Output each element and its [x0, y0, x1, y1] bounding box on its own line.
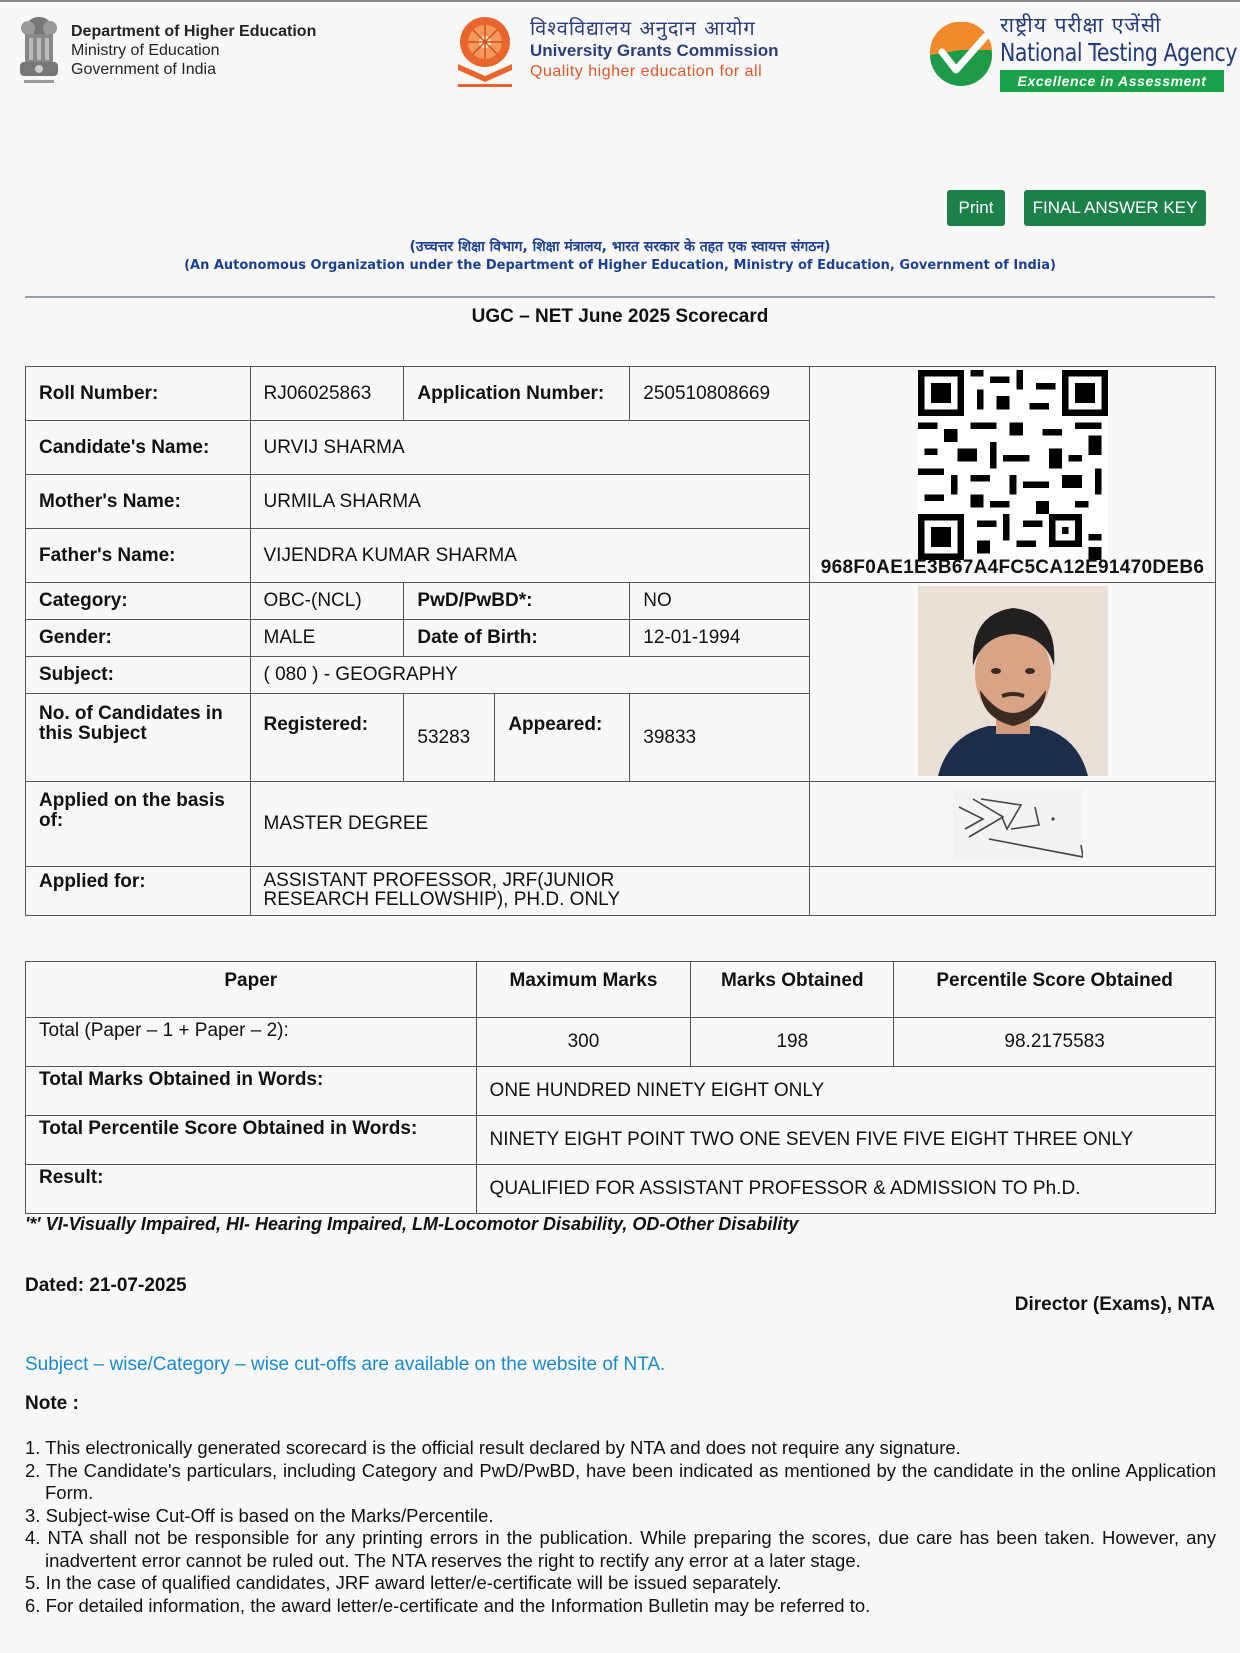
candidate-details-table [25, 366, 1216, 916]
notes-list [25, 1437, 1216, 1617]
final-answer-key-button[interactable]: FINAL ANSWER KEY [1024, 190, 1206, 226]
cutoff-link[interactable]: Subject – wise/Category – wise cut-offs are available on the website of NTA. [25, 1354, 666, 1375]
qr-cell [810, 367, 1216, 583]
dhe-line3: Government of India [71, 61, 216, 78]
mother-name-label: Mother's Name: [26, 475, 251, 529]
candidate-photo [918, 586, 1108, 776]
signature-cell [810, 782, 1216, 867]
table-row [26, 782, 1216, 867]
percentile-value: 98.2175583 [894, 1018, 1216, 1067]
table-row [26, 1116, 1216, 1165]
nta-english-name: National Testing Agency [1000, 38, 1238, 67]
applied-basis-value: MASTER DEGREE [250, 782, 810, 867]
candidate-signature [943, 787, 1083, 862]
candidates-count-label: No. of Candidates in this Subject [26, 694, 251, 782]
org-description-english: (An Autonomous Organization under the Department of Higher Education, Ministry of Education, Government of India) [184, 258, 1056, 273]
national-emblem-icon [16, 14, 62, 90]
pwd-value: NO [630, 583, 810, 620]
result-value: QUALIFIED FOR ASSISTANT PROFESSOR & ADMISSION TO Ph.D. [476, 1165, 1215, 1214]
note-item: 6. For detailed information, the award letter/e-certificate and the Information Bulletin may be referred to. [25, 1594, 871, 1616]
dated-text: Dated: 21-07-2025 [25, 1275, 187, 1296]
qr-code-text: 968F0AE1E3B67A4FC5CA12E91470DEB6 [820, 557, 1205, 578]
dob-value: 12-01-1994 [630, 620, 810, 657]
appeared-value: 39833 [630, 694, 810, 782]
roll-number-value: RJ06025863 [250, 367, 404, 421]
dhe-line1: Department of Higher Education [71, 23, 317, 40]
max-marks-value: 300 [476, 1018, 691, 1067]
nta-logo-icon [928, 22, 994, 88]
divider [25, 296, 1215, 298]
ugc-english-name: University Grants Commission [530, 41, 779, 60]
photo-cell [810, 583, 1216, 782]
pwd-label: PwD/PwBD*: [404, 583, 630, 620]
col-header-paper: Paper [26, 962, 477, 1018]
nta-hindi-name: राष्ट्रीय परीक्षा एजेंसी [1000, 13, 1162, 37]
roll-number-label: Roll Number: [26, 367, 251, 421]
ugc-logo-icon [452, 14, 518, 88]
dhe-title-block [71, 22, 316, 79]
table-row [26, 1018, 1216, 1067]
note-item: 5. In the case of qualified candidates, JRF award letter/e-certificate will be issued separately. [25, 1572, 782, 1593]
subject-label: Subject: [26, 657, 251, 694]
father-name-value: VIJENDRA KUMAR SHARMA [250, 529, 810, 583]
appeared-label: Appeared: [495, 694, 630, 782]
gender-value: MALE [250, 620, 404, 657]
note-item: 1. This electronically generated scorecard is the official result declared by NTA and does not require any signature. [25, 1437, 961, 1458]
table-row [26, 583, 1216, 620]
mother-name-value: URMILA SHARMA [250, 475, 810, 529]
nta-tagline: Excellence in Assessment [1000, 70, 1224, 92]
registered-value: 53283 [404, 694, 495, 782]
ugc-title-block [530, 16, 778, 82]
marks-words-label: Total Marks Obtained in Words: [26, 1067, 477, 1116]
col-header-max-marks: Maximum Marks [476, 962, 691, 1018]
candidate-name-label: Candidate's Name: [26, 421, 251, 475]
result-label: Result: [26, 1165, 477, 1214]
gender-label: Gender: [26, 620, 251, 657]
applied-for-value: ASSISTANT PROFESSOR, JRF(JUNIOR RESEARCH FELLOWSHIP), PH.D. ONLY [250, 867, 810, 916]
category-value: OBC-(NCL) [250, 583, 404, 620]
registered-label: Registered: [250, 694, 404, 782]
application-number-label: Application Number: [404, 367, 630, 421]
total-label: Total (Paper – 1 + Paper – 2): [26, 1018, 477, 1067]
candidate-name-value: URVIJ SHARMA [250, 421, 810, 475]
director-signatory: Director (Exams), NTA [1014, 1294, 1215, 1315]
org-description-hindi: (उच्चत्तर शिक्षा विभाग, शिक्षा मंत्रालय, भारत सरकार के तहत एक स्वायत्त संगठन) [409, 239, 831, 255]
applied-for-label: Applied for: [26, 867, 251, 916]
application-number-value: 250510808669 [630, 367, 810, 421]
category-label: Category: [26, 583, 251, 620]
percentile-words-label: Total Percentile Score Obtained in Words: [26, 1116, 477, 1165]
top-border [0, 0, 1240, 2]
qr-code-icon [918, 370, 1108, 560]
percentile-words-value: NINETY EIGHT POINT TWO ONE SEVEN FIVE FIVE EIGHT THREE ONLY [476, 1116, 1215, 1165]
note-heading: Note : [25, 1393, 79, 1414]
note-item: 2. The Candidate's particulars, including Category and PwD/PwBD, have been indicated as mentioned by the candidate in the online Application Form. [25, 1459, 1216, 1503]
print-button[interactable]: Print [947, 190, 1005, 226]
dob-label: Date of Birth: [404, 620, 630, 657]
ugc-hindi-name: विश्वविद्यालय अनुदान आयोग [530, 16, 756, 40]
nta-title-block [1000, 12, 1240, 92]
marks-words-value: ONE HUNDRED NINETY EIGHT ONLY [476, 1067, 1215, 1116]
table-row [26, 1067, 1216, 1116]
subject-value: ( 080 ) - GEOGRAPHY [250, 657, 810, 694]
empty-cell [810, 867, 1216, 916]
father-name-label: Father's Name: [26, 529, 251, 583]
applied-basis-label: Applied on the basis of: [26, 782, 251, 867]
col-header-percentile: Percentile Score Obtained [894, 962, 1216, 1018]
page-title: UGC – NET June 2025 Scorecard [471, 306, 769, 327]
table-row [26, 867, 1216, 916]
marks-obtained-value: 198 [691, 1018, 894, 1067]
table-header-row [26, 962, 1216, 1018]
col-header-marks-obtained: Marks Obtained [691, 962, 894, 1018]
table-row [26, 1165, 1216, 1214]
page-header [0, 10, 1240, 100]
marks-table [25, 961, 1216, 1214]
note-item: 3. Subject-wise Cut-Off is based on the Marks/Percentile. [25, 1504, 494, 1526]
table-row [26, 367, 1216, 421]
disability-footnote: '*' VI-Visually Impaired, HI- Hearing Impaired, LM-Locomotor Disability, OD-Other Disability [25, 1214, 799, 1234]
note-item: 4. NTA shall not be responsible for any printing errors in the publication. While preparing the scores, due care has been taken. However, any inadvertent error cannot be ruled out. The NTA reserves the right to rectify any error at a later stage. [25, 1527, 1216, 1571]
dhe-line2: Ministry of Education [71, 42, 220, 59]
ugc-tagline: Quality higher education for all [530, 63, 763, 80]
